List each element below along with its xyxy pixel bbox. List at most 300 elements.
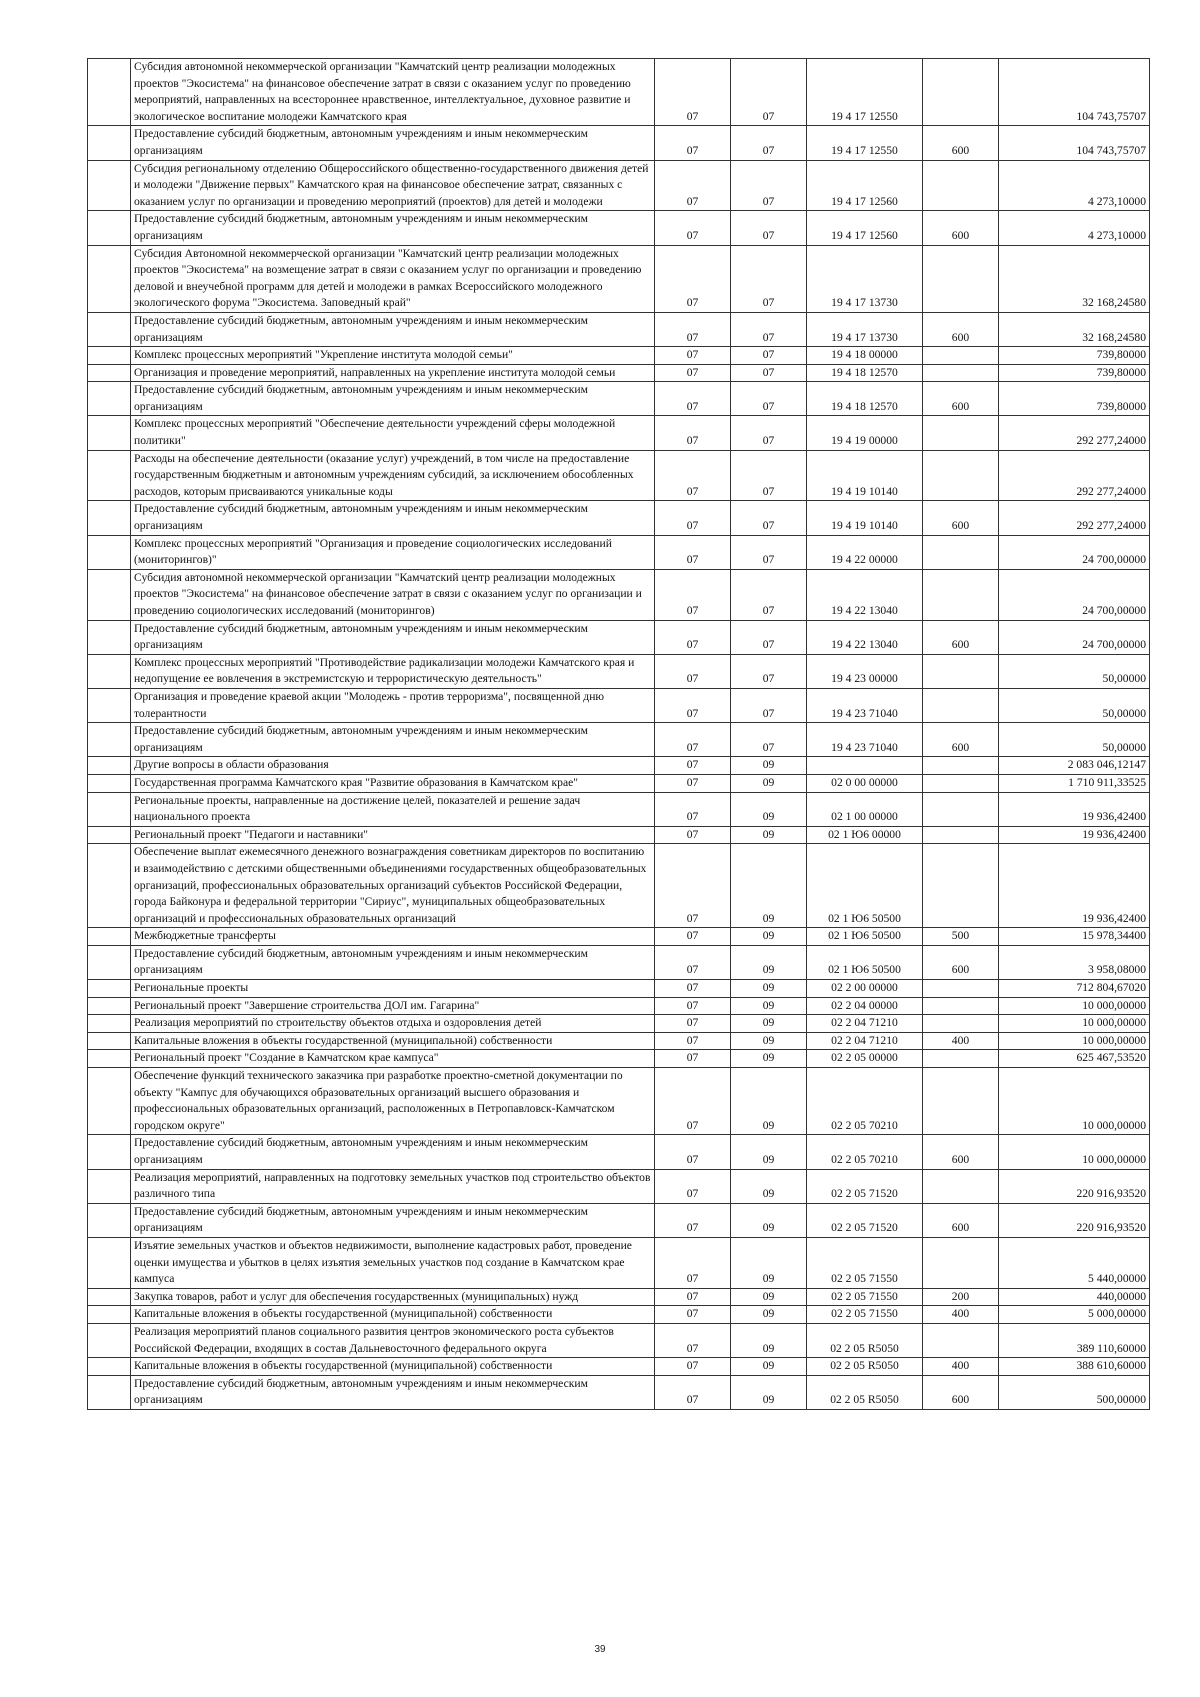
- subsection-code-cell: 09: [731, 1068, 807, 1135]
- row-number-cell: [88, 59, 131, 126]
- subsection-code-cell: 07: [731, 688, 807, 722]
- subsection-code-cell: 07: [731, 347, 807, 365]
- target-item-code-cell: 19 4 22 00000: [807, 535, 923, 569]
- table-row: [88, 535, 1150, 569]
- target-item-code-cell: 19 4 23 71040: [807, 723, 923, 757]
- expense-name-cell: Комплекс процессных мероприятий "Укрепление института молодой семьи": [131, 347, 655, 365]
- expense-name-cell: Предоставление субсидий бюджетным, автономным учреждениям и иным некоммерческим организациям: [131, 1203, 655, 1237]
- expense-name-cell: Предоставление субсидий бюджетным, автономным учреждениям и иным некоммерческим организациям: [131, 1375, 655, 1409]
- subsection-code-cell: 07: [731, 569, 807, 620]
- table-row: [88, 844, 1150, 928]
- section-code-cell: 07: [655, 535, 731, 569]
- expense-name-cell: Реализация мероприятий по строительству объектов отдыха и оздоровления детей: [131, 1015, 655, 1033]
- section-code-cell: 07: [655, 450, 731, 501]
- subsection-code-cell: 07: [731, 382, 807, 416]
- target-item-code-cell: 19 4 17 12550: [807, 126, 923, 160]
- expense-name-cell: Региональный проект "Создание в Камчатском крае кампуса": [131, 1050, 655, 1068]
- expense-name-cell: Организация и проведение краевой акции "Молодежь - против терроризма", посвященной дню толерантности: [131, 688, 655, 722]
- expense-name-cell: Региональный проект "Педагоги и наставники": [131, 826, 655, 844]
- page-number: 39: [594, 1644, 606, 1655]
- expense-name-cell: Обеспечение функций технического заказчика при разработке проектно-сметной документации по объекту "Кампус для обучающихся образовательных организаций высшего образования и профессиональных образовательных организаций, расположенных в Петропавловск-Камчатском городском округе": [131, 1068, 655, 1135]
- target-item-code-cell: 02 2 05 R5050: [807, 1358, 923, 1376]
- row-number-cell: [88, 160, 131, 211]
- table-row: [88, 945, 1150, 979]
- table-row: [88, 59, 1150, 126]
- expense-type-code-cell: 500: [923, 928, 999, 946]
- expense-name-cell: Предоставление субсидий бюджетным, автономным учреждениям и иным некоммерческим организациям: [131, 620, 655, 654]
- expense-name-cell: Субсидия автономной некоммерческой организации "Камчатский центр реализации молодежных проектов "Экосистема" на финансовое обеспечение затрат в связи с оказанием услуг по организации и проведению социологических исследований (мониторингов): [131, 569, 655, 620]
- section-code-cell: 07: [655, 757, 731, 775]
- expense-name-cell: Комплекс процессных мероприятий "Противодействие радикализации молодежи Камчатского края и недопущение ее вовлечения в экстремистскую и террористическую деятельность": [131, 654, 655, 688]
- row-number-cell: [88, 1015, 131, 1033]
- expense-type-code-cell: 200: [923, 1288, 999, 1306]
- section-code-cell: 07: [655, 160, 731, 211]
- section-code-cell: 07: [655, 501, 731, 535]
- expense-type-code-cell: 600: [923, 1135, 999, 1169]
- expense-name-cell: Региональный проект "Завершение строительства ДОЛ им. Гагарина": [131, 997, 655, 1015]
- expense-name-cell: Субсидия автономной некоммерческой организации "Камчатский центр реализации молодежных проектов "Экосистема" на финансовое обеспечение затрат в связи с оказанием услуг по проведению мероприятий, направленных на всестороннее нравственное, интеллектуальное, духовное развитие и экологическое воспитание молодежи Камчатского края: [131, 59, 655, 126]
- target-item-code-cell: 19 4 18 12570: [807, 364, 923, 382]
- row-number-cell: [88, 501, 131, 535]
- table-row: [88, 928, 1150, 946]
- subsection-code-cell: 09: [731, 826, 807, 844]
- section-code-cell: 07: [655, 126, 731, 160]
- row-number-cell: [88, 126, 131, 160]
- subsection-code-cell: 09: [731, 1306, 807, 1324]
- subsection-code-cell: 09: [731, 1135, 807, 1169]
- section-code-cell: 07: [655, 245, 731, 312]
- target-item-code-cell: 19 4 22 13040: [807, 569, 923, 620]
- target-item-code-cell: 19 4 17 13730: [807, 245, 923, 312]
- expense-name-cell: Предоставление субсидий бюджетным, автономным учреждениям и иным некоммерческим организациям: [131, 312, 655, 346]
- table-row: [88, 1135, 1150, 1169]
- expense-type-code-cell: [923, 757, 999, 775]
- row-number-cell: [88, 1358, 131, 1376]
- target-item-code-cell: 02 1 Ю6 00000: [807, 826, 923, 844]
- row-number-cell: [88, 723, 131, 757]
- table-row: [88, 1068, 1150, 1135]
- subsection-code-cell: 09: [731, 1288, 807, 1306]
- amount-cell: 4 273,10000: [999, 211, 1150, 245]
- expense-name-cell: Предоставление субсидий бюджетным, автономным учреждениям и иным некоммерческим организациям: [131, 501, 655, 535]
- table-row: [88, 364, 1150, 382]
- amount-cell: 739,80000: [999, 347, 1150, 365]
- table-row: [88, 501, 1150, 535]
- section-code-cell: 07: [655, 59, 731, 126]
- amount-cell: 10 000,00000: [999, 1015, 1150, 1033]
- target-item-code-cell: 02 2 05 71520: [807, 1169, 923, 1203]
- section-code-cell: 07: [655, 569, 731, 620]
- expense-type-code-cell: 400: [923, 1032, 999, 1050]
- target-item-code-cell: 19 4 18 12570: [807, 382, 923, 416]
- target-item-code-cell: 02 2 00 00000: [807, 980, 923, 998]
- amount-cell: 220 916,93520: [999, 1169, 1150, 1203]
- expense-type-code-cell: [923, 654, 999, 688]
- section-code-cell: 07: [655, 980, 731, 998]
- amount-cell: 1 710 911,33525: [999, 774, 1150, 792]
- expense-type-code-cell: [923, 1050, 999, 1068]
- target-item-code-cell: 02 2 05 00000: [807, 1050, 923, 1068]
- row-number-cell: [88, 569, 131, 620]
- amount-cell: 5 440,00000: [999, 1237, 1150, 1288]
- expense-type-code-cell: 600: [923, 945, 999, 979]
- expense-type-code-cell: 600: [923, 382, 999, 416]
- row-number-cell: [88, 928, 131, 946]
- amount-cell: 739,80000: [999, 364, 1150, 382]
- section-code-cell: 07: [655, 1169, 731, 1203]
- expense-name-cell: Предоставление субсидий бюджетным, автономным учреждениям и иным некоммерческим организациям: [131, 211, 655, 245]
- subsection-code-cell: 09: [731, 1032, 807, 1050]
- subsection-code-cell: 09: [731, 792, 807, 826]
- subsection-code-cell: 09: [731, 1050, 807, 1068]
- table-row: [88, 569, 1150, 620]
- section-code-cell: 07: [655, 416, 731, 450]
- expense-type-code-cell: [923, 1237, 999, 1288]
- amount-cell: 50,00000: [999, 688, 1150, 722]
- subsection-code-cell: 07: [731, 450, 807, 501]
- target-item-code-cell: 02 2 05 R5050: [807, 1323, 923, 1357]
- row-number-cell: [88, 826, 131, 844]
- subsection-code-cell: 07: [731, 160, 807, 211]
- row-number-cell: [88, 1375, 131, 1409]
- amount-cell: 3 958,08000: [999, 945, 1150, 979]
- target-item-code-cell: 02 1 00 00000: [807, 792, 923, 826]
- expense-name-cell: Государственная программа Камчатского края "Развитие образования в Камчатском крае": [131, 774, 655, 792]
- expense-type-code-cell: [923, 1323, 999, 1357]
- subsection-code-cell: 07: [731, 211, 807, 245]
- row-number-cell: [88, 620, 131, 654]
- amount-cell: 220 916,93520: [999, 1203, 1150, 1237]
- amount-cell: 10 000,00000: [999, 997, 1150, 1015]
- subsection-code-cell: 07: [731, 416, 807, 450]
- amount-cell: 440,00000: [999, 1288, 1150, 1306]
- amount-cell: 292 277,24000: [999, 416, 1150, 450]
- budget-table: [87, 58, 1150, 1410]
- expense-type-code-cell: [923, 1169, 999, 1203]
- subsection-code-cell: 07: [731, 535, 807, 569]
- subsection-code-cell: 09: [731, 928, 807, 946]
- table-row: [88, 245, 1150, 312]
- subsection-code-cell: 09: [731, 844, 807, 928]
- target-item-code-cell: 19 4 23 71040: [807, 688, 923, 722]
- expense-type-code-cell: [923, 774, 999, 792]
- budget-table-container: [87, 58, 1150, 1410]
- section-code-cell: 07: [655, 1032, 731, 1050]
- subsection-code-cell: 09: [731, 1237, 807, 1288]
- amount-cell: 32 168,24580: [999, 312, 1150, 346]
- table-row: [88, 1237, 1150, 1288]
- subsection-code-cell: 09: [731, 774, 807, 792]
- amount-cell: 10 000,00000: [999, 1032, 1150, 1050]
- row-number-cell: [88, 1135, 131, 1169]
- table-row: [88, 1032, 1150, 1050]
- table-row: [88, 450, 1150, 501]
- section-code-cell: 07: [655, 774, 731, 792]
- row-number-cell: [88, 364, 131, 382]
- subsection-code-cell: 09: [731, 1323, 807, 1357]
- section-code-cell: 07: [655, 826, 731, 844]
- expense-name-cell: Организация и проведение мероприятий, направленных на укрепление института молодой семьи: [131, 364, 655, 382]
- expense-type-code-cell: [923, 535, 999, 569]
- expense-type-code-cell: [923, 347, 999, 365]
- expense-name-cell: Предоставление субсидий бюджетным, автономным учреждениям и иным некоммерческим организациям: [131, 945, 655, 979]
- target-item-code-cell: 19 4 19 00000: [807, 416, 923, 450]
- row-number-cell: [88, 1050, 131, 1068]
- target-item-code-cell: 02 0 00 00000: [807, 774, 923, 792]
- target-item-code-cell: 19 4 23 00000: [807, 654, 923, 688]
- expense-name-cell: Обеспечение выплат ежемесячного денежного вознаграждения советникам директоров по воспитанию и взаимодействию с детскими общественными объединениями государственных общеобразовательных организаций, профессиональных образовательных организаций субъектов Российской Федерации, города Байконура и федеральной территории "Сириус", муниципальных общеобразовательных организаций и профессиональных образовательных организаций: [131, 844, 655, 928]
- row-number-cell: [88, 792, 131, 826]
- table-row: [88, 792, 1150, 826]
- target-item-code-cell: 19 4 17 12550: [807, 59, 923, 126]
- expense-type-code-cell: [923, 688, 999, 722]
- table-row: [88, 1203, 1150, 1237]
- table-row: [88, 211, 1150, 245]
- target-item-code-cell: 19 4 17 12560: [807, 160, 923, 211]
- subsection-code-cell: 07: [731, 245, 807, 312]
- expense-type-code-cell: [923, 364, 999, 382]
- subsection-code-cell: 07: [731, 723, 807, 757]
- section-code-cell: 07: [655, 1237, 731, 1288]
- expense-type-code-cell: [923, 1015, 999, 1033]
- subsection-code-cell: 09: [731, 1203, 807, 1237]
- expense-type-code-cell: 600: [923, 501, 999, 535]
- section-code-cell: 07: [655, 312, 731, 346]
- row-number-cell: [88, 245, 131, 312]
- amount-cell: 10 000,00000: [999, 1135, 1150, 1169]
- row-number-cell: [88, 416, 131, 450]
- section-code-cell: 07: [655, 792, 731, 826]
- target-item-code-cell: 19 4 17 13730: [807, 312, 923, 346]
- expense-type-code-cell: 400: [923, 1358, 999, 1376]
- section-code-cell: 07: [655, 997, 731, 1015]
- subsection-code-cell: 07: [731, 364, 807, 382]
- table-row: [88, 757, 1150, 775]
- expense-name-cell: Предоставление субсидий бюджетным, автономным учреждениям и иным некоммерческим организациям: [131, 126, 655, 160]
- row-number-cell: [88, 211, 131, 245]
- table-row: [88, 997, 1150, 1015]
- target-item-code-cell: [807, 757, 923, 775]
- amount-cell: 24 700,00000: [999, 535, 1150, 569]
- expense-type-code-cell: [923, 844, 999, 928]
- amount-cell: 32 168,24580: [999, 245, 1150, 312]
- section-code-cell: 07: [655, 945, 731, 979]
- amount-cell: 19 936,42400: [999, 792, 1150, 826]
- section-code-cell: 07: [655, 1203, 731, 1237]
- expense-name-cell: Реализация мероприятий планов социального развития центров экономического роста субъектов Российской Федерации, входящих в состав Дальневосточного федерального округа: [131, 1323, 655, 1357]
- subsection-code-cell: 09: [731, 757, 807, 775]
- table-row: [88, 1169, 1150, 1203]
- expense-type-code-cell: [923, 792, 999, 826]
- table-row: [88, 1358, 1150, 1376]
- expense-name-cell: Расходы на обеспечение деятельности (оказание услуг) учреждений, в том числе на предоставление государственным бюджетным и автономным учреждениям субсидий, за исключением обособленных расходов, которым присваиваются уникальные коды: [131, 450, 655, 501]
- row-number-cell: [88, 450, 131, 501]
- table-row: [88, 826, 1150, 844]
- expense-type-code-cell: 600: [923, 211, 999, 245]
- subsection-code-cell: 07: [731, 620, 807, 654]
- table-row: [88, 654, 1150, 688]
- section-code-cell: 07: [655, 1323, 731, 1357]
- row-number-cell: [88, 844, 131, 928]
- amount-cell: 388 610,60000: [999, 1358, 1150, 1376]
- subsection-code-cell: 09: [731, 1375, 807, 1409]
- expense-type-code-cell: 600: [923, 1203, 999, 1237]
- section-code-cell: 07: [655, 844, 731, 928]
- section-code-cell: 07: [655, 1135, 731, 1169]
- amount-cell: 104 743,75707: [999, 59, 1150, 126]
- expense-type-code-cell: [923, 416, 999, 450]
- table-row: [88, 160, 1150, 211]
- expense-type-code-cell: 600: [923, 1375, 999, 1409]
- section-code-cell: 07: [655, 1358, 731, 1376]
- expense-type-code-cell: [923, 1068, 999, 1135]
- amount-cell: 4 273,10000: [999, 160, 1150, 211]
- expense-type-code-cell: [923, 569, 999, 620]
- row-number-cell: [88, 688, 131, 722]
- row-number-cell: [88, 1068, 131, 1135]
- table-row: [88, 688, 1150, 722]
- table-row: [88, 980, 1150, 998]
- section-code-cell: 07: [655, 382, 731, 416]
- target-item-code-cell: 02 2 05 71520: [807, 1203, 923, 1237]
- expense-name-cell: Комплекс процессных мероприятий "Организация и проведение социологических исследований (мониторингов)": [131, 535, 655, 569]
- expense-name-cell: Изъятие земельных участков и объектов недвижимости, выполнение кадастровых работ, проведение оценки имущества и убытков в целях изъятия земельных участков под создание в Камчатском крае кампуса: [131, 1237, 655, 1288]
- amount-cell: 104 743,75707: [999, 126, 1150, 160]
- subsection-code-cell: 07: [731, 126, 807, 160]
- expense-name-cell: Закупка товаров, работ и услуг для обеспечения государственных (муниципальных) нужд: [131, 1288, 655, 1306]
- subsection-code-cell: 09: [731, 945, 807, 979]
- table-row: [88, 1306, 1150, 1324]
- amount-cell: 50,00000: [999, 654, 1150, 688]
- row-number-cell: [88, 1032, 131, 1050]
- expense-type-code-cell: [923, 59, 999, 126]
- expense-type-code-cell: [923, 450, 999, 501]
- target-item-code-cell: 19 4 18 00000: [807, 347, 923, 365]
- expense-name-cell: Региональные проекты, направленные на достижение целей, показателей и решение задач национального проекта: [131, 792, 655, 826]
- expense-name-cell: Комплекс процессных мероприятий "Обеспечение деятельности учреждений сферы молодежной политики": [131, 416, 655, 450]
- row-number-cell: [88, 757, 131, 775]
- row-number-cell: [88, 997, 131, 1015]
- section-code-cell: 07: [655, 654, 731, 688]
- section-code-cell: 07: [655, 688, 731, 722]
- expense-type-code-cell: [923, 160, 999, 211]
- expense-name-cell: Реализация мероприятий, направленных на подготовку земельных участков под строительство объектов различного типа: [131, 1169, 655, 1203]
- expense-name-cell: Капитальные вложения в объекты государственной (муниципальной) собственности: [131, 1032, 655, 1050]
- amount-cell: 15 978,34400: [999, 928, 1150, 946]
- table-row: [88, 312, 1150, 346]
- row-number-cell: [88, 1237, 131, 1288]
- target-item-code-cell: 02 2 05 R5050: [807, 1375, 923, 1409]
- amount-cell: 50,00000: [999, 723, 1150, 757]
- target-item-code-cell: 02 1 Ю6 50500: [807, 945, 923, 979]
- section-code-cell: 07: [655, 211, 731, 245]
- row-number-cell: [88, 1203, 131, 1237]
- row-number-cell: [88, 1323, 131, 1357]
- amount-cell: 24 700,00000: [999, 620, 1150, 654]
- expense-type-code-cell: [923, 826, 999, 844]
- expense-name-cell: Субсидия региональному отделению Общероссийского общественно-государственного движения детей и молодежи "Движение первых" Камчатского края на финансовое обеспечение затрат, связанных с оказанием услуг по организации и проведению мероприятий (проектов) для детей и молодежи: [131, 160, 655, 211]
- section-code-cell: 07: [655, 1068, 731, 1135]
- amount-cell: 10 000,00000: [999, 1068, 1150, 1135]
- table-row: [88, 723, 1150, 757]
- amount-cell: 5 000,00000: [999, 1306, 1150, 1324]
- section-code-cell: 07: [655, 723, 731, 757]
- expense-name-cell: Капитальные вложения в объекты государственной (муниципальной) собственности: [131, 1358, 655, 1376]
- expense-type-code-cell: 600: [923, 723, 999, 757]
- section-code-cell: 07: [655, 1375, 731, 1409]
- section-code-cell: 07: [655, 1288, 731, 1306]
- target-item-code-cell: 02 2 05 70210: [807, 1135, 923, 1169]
- subsection-code-cell: 09: [731, 1358, 807, 1376]
- table-row: [88, 1323, 1150, 1357]
- expense-type-code-cell: 600: [923, 126, 999, 160]
- expense-type-code-cell: [923, 245, 999, 312]
- row-number-cell: [88, 1288, 131, 1306]
- expense-type-code-cell: 600: [923, 312, 999, 346]
- expense-name-cell: Предоставление субсидий бюджетным, автономным учреждениям и иным некоммерческим организациям: [131, 723, 655, 757]
- amount-cell: 292 277,24000: [999, 450, 1150, 501]
- expense-name-cell: Предоставление субсидий бюджетным, автономным учреждениям и иным некоммерческим организациям: [131, 382, 655, 416]
- target-item-code-cell: 19 4 22 13040: [807, 620, 923, 654]
- amount-cell: 500,00000: [999, 1375, 1150, 1409]
- target-item-code-cell: 02 2 05 70210: [807, 1068, 923, 1135]
- expense-name-cell: Другие вопросы в области образования: [131, 757, 655, 775]
- target-item-code-cell: 02 2 05 71550: [807, 1306, 923, 1324]
- section-code-cell: 07: [655, 1306, 731, 1324]
- row-number-cell: [88, 654, 131, 688]
- amount-cell: 389 110,60000: [999, 1323, 1150, 1357]
- amount-cell: 19 936,42400: [999, 826, 1150, 844]
- table-row: [88, 347, 1150, 365]
- section-code-cell: 07: [655, 1050, 731, 1068]
- row-number-cell: [88, 980, 131, 998]
- subsection-code-cell: 09: [731, 1015, 807, 1033]
- target-item-code-cell: 02 2 04 71210: [807, 1015, 923, 1033]
- row-number-cell: [88, 774, 131, 792]
- amount-cell: 2 083 046,12147: [999, 757, 1150, 775]
- expense-type-code-cell: 600: [923, 620, 999, 654]
- target-item-code-cell: 02 2 04 00000: [807, 997, 923, 1015]
- row-number-cell: [88, 382, 131, 416]
- amount-cell: 739,80000: [999, 382, 1150, 416]
- target-item-code-cell: 19 4 19 10140: [807, 450, 923, 501]
- subsection-code-cell: 07: [731, 654, 807, 688]
- target-item-code-cell: 19 4 19 10140: [807, 501, 923, 535]
- row-number-cell: [88, 312, 131, 346]
- target-item-code-cell: 02 2 05 71550: [807, 1237, 923, 1288]
- amount-cell: 24 700,00000: [999, 569, 1150, 620]
- row-number-cell: [88, 535, 131, 569]
- amount-cell: 712 804,67020: [999, 980, 1150, 998]
- row-number-cell: [88, 1169, 131, 1203]
- amount-cell: 19 936,42400: [999, 844, 1150, 928]
- section-code-cell: 07: [655, 1015, 731, 1033]
- expense-name-cell: Межбюджетные трансферты: [131, 928, 655, 946]
- target-item-code-cell: 02 1 Ю6 50500: [807, 928, 923, 946]
- table-row: [88, 620, 1150, 654]
- table-row: [88, 382, 1150, 416]
- target-item-code-cell: 02 1 Ю6 50500: [807, 844, 923, 928]
- row-number-cell: [88, 945, 131, 979]
- section-code-cell: 07: [655, 347, 731, 365]
- expense-name-cell: Региональные проекты: [131, 980, 655, 998]
- subsection-code-cell: 07: [731, 501, 807, 535]
- amount-cell: 625 467,53520: [999, 1050, 1150, 1068]
- section-code-cell: 07: [655, 620, 731, 654]
- section-code-cell: 07: [655, 364, 731, 382]
- budget-table-body: [88, 59, 1150, 1410]
- table-row: [88, 126, 1150, 160]
